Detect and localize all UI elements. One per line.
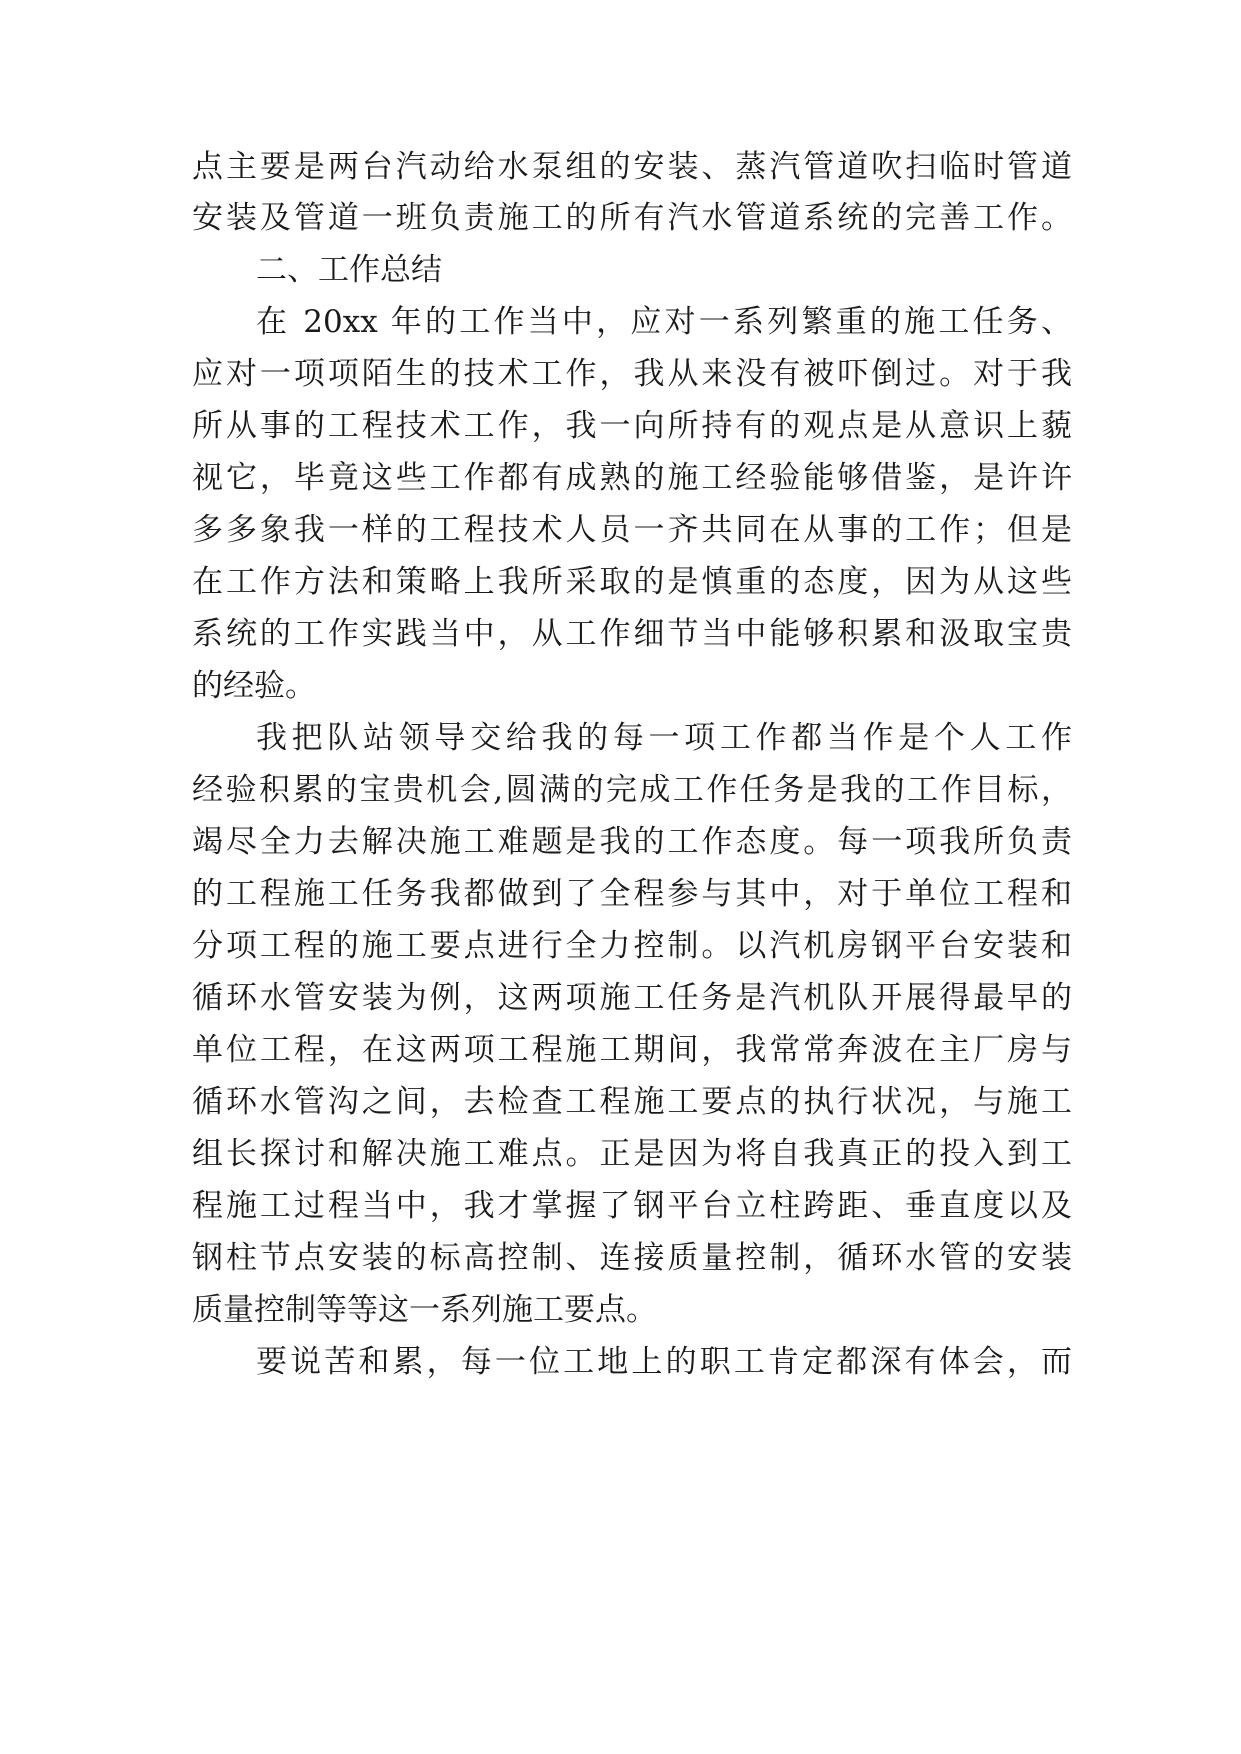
text-line: 我把队站领导交给我的每一项工作都当作是个人工作 <box>256 720 1072 756</box>
text-line: 程施工过程当中，我才掌握了钢平台立柱跨距、垂直度以及 <box>192 1188 1072 1224</box>
text-line: 钢柱节点安装的标高控制、连接质量控制，循环水管的安装 <box>192 1240 1072 1276</box>
text-line: 质量控制等等这一系列施工要点。 <box>192 1292 657 1328</box>
text-line: 视它，毕竟这些工作都有成熟的施工经验能够借鉴，是许许 <box>192 460 1072 496</box>
text-line: 竭尽全力去解决施工难题是我的工作态度。每一项我所负责 <box>192 824 1072 860</box>
text-line: 安装及管道一班负责施工的所有汽水管道系统的完善工作。 <box>192 200 1072 236</box>
text-line: 单位工程，在这两项工程施工期间，我常常奔波在主厂房与 <box>192 1032 1072 1068</box>
text-line: 分项工程的施工要点进行全力控制。以汽机房钢平台安装和 <box>192 928 1072 964</box>
text-line: 要说苦和累，每一位工地上的职工肯定都深有体会，而 <box>256 1344 1072 1380</box>
text-line: 所从事的工程技术工作，我一向所持有的观点是从意识上藐 <box>192 408 1072 444</box>
text-line: 经验积累的宝贵机会,圆满的完成工作任务是我的工作目标， <box>192 772 1072 808</box>
text-line: 点主要是两台汽动给水泵组的安装、蒸汽管道吹扫临时管道 <box>192 149 1072 185</box>
section-heading: 二、工作总结 <box>256 252 442 288</box>
text-line: 在 20xx 年的工作当中，应对一系列繁重的施工任务、 <box>256 304 1072 340</box>
text-line: 循环水管沟之间，去检查工程施工要点的执行状况，与施工 <box>192 1084 1072 1120</box>
text-line: 的工程施工任务我都做到了全程参与其中，对于单位工程和 <box>192 876 1072 912</box>
text-line: 循环水管安装为例，这两项施工任务是汽机队开展得最早的 <box>192 980 1072 1016</box>
text-line: 系统的工作实践当中，从工作细节当中能够积累和汲取宝贵 <box>192 616 1072 652</box>
text-line: 应对一项项陌生的技术工作，我从来没有被吓倒过。对于我 <box>192 356 1072 392</box>
text-line: 在工作方法和策略上我所采取的是慎重的态度，因为从这些 <box>192 564 1072 600</box>
text-line: 多多象我一样的工程技术人员一齐共同在从事的工作；但是 <box>192 512 1072 548</box>
text-line: 组长探讨和解决施工难点。正是因为将自我真正的投入到工 <box>192 1136 1072 1172</box>
text-line: 的经验。 <box>192 668 316 704</box>
